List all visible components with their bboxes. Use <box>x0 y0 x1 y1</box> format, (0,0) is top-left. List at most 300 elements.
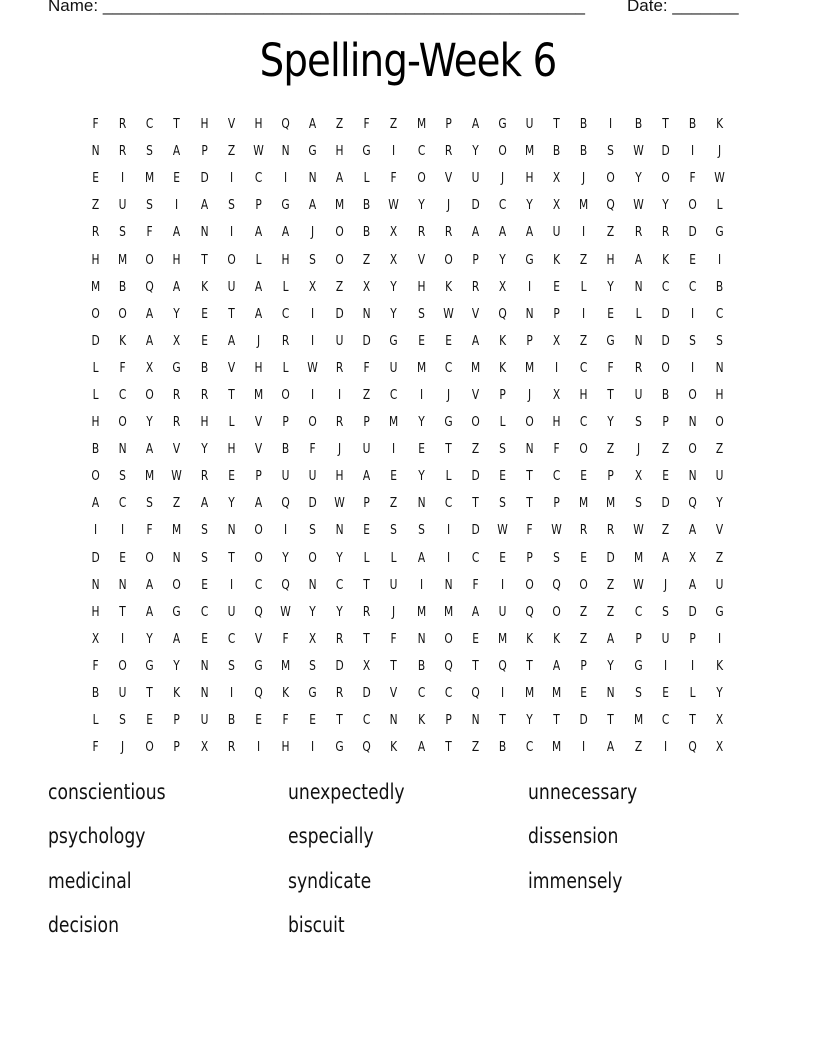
grid-letter[interactable]: T <box>146 686 154 702</box>
grid-letter[interactable]: Q <box>606 198 616 214</box>
grid-letter[interactable]: U <box>552 225 561 241</box>
grid-letter[interactable]: A <box>471 117 479 133</box>
grid-letter[interactable]: I <box>283 171 288 187</box>
grid-letter[interactable]: W <box>442 306 454 322</box>
grid-letter[interactable]: B <box>227 713 235 729</box>
grid-letter[interactable]: C <box>254 171 263 187</box>
grid-letter[interactable]: P <box>444 117 452 133</box>
grid-letter[interactable]: B <box>91 686 100 702</box>
grid-letter[interactable]: A <box>254 225 262 241</box>
grid-letter[interactable]: V <box>227 360 235 376</box>
grid-letter[interactable]: M <box>253 387 263 403</box>
grid-letter[interactable]: Z <box>607 225 615 241</box>
grid-letter[interactable]: C <box>715 306 724 322</box>
grid-letter[interactable]: R <box>335 631 344 647</box>
grid-letter[interactable]: A <box>146 577 154 593</box>
grid-letter[interactable]: I <box>419 577 423 593</box>
grid-letter[interactable]: P <box>282 415 289 431</box>
grid-letter[interactable]: E <box>499 469 506 485</box>
grid-letter[interactable]: J <box>392 604 396 620</box>
grid-letter[interactable]: Y <box>227 496 235 512</box>
grid-letter[interactable]: F <box>363 360 370 376</box>
grid-letter[interactable]: B <box>200 360 208 376</box>
grid-letter[interactable]: X <box>553 171 561 187</box>
grid-letter[interactable]: S <box>309 658 316 674</box>
grid-letter[interactable]: G <box>362 144 371 160</box>
grid-letter[interactable]: Z <box>607 577 615 593</box>
grid-letter[interactable]: N <box>308 577 317 593</box>
grid-letter[interactable]: E <box>553 279 561 295</box>
grid-letter[interactable]: M <box>552 686 562 702</box>
grid-letter[interactable]: T <box>499 713 506 729</box>
grid-letter[interactable]: G <box>715 604 724 620</box>
grid-letter[interactable]: S <box>607 144 615 160</box>
grid-letter[interactable]: G <box>254 658 263 674</box>
grid-letter[interactable]: Q <box>443 658 453 674</box>
grid-letter[interactable]: F <box>607 360 614 376</box>
grid-letter[interactable]: R <box>580 523 588 539</box>
grid-letter[interactable]: M <box>416 604 426 620</box>
grid-letter[interactable]: L <box>689 686 696 702</box>
grid-letter[interactable]: A <box>146 333 154 349</box>
grid-letter[interactable]: E <box>92 171 99 187</box>
grid-letter[interactable]: R <box>444 144 452 160</box>
grid-letter[interactable]: D <box>335 306 344 322</box>
grid-letter[interactable]: E <box>688 252 696 268</box>
grid-letter[interactable]: U <box>390 360 398 376</box>
grid-letter[interactable]: Z <box>336 117 344 133</box>
grid-letter[interactable]: N <box>688 469 697 485</box>
grid-letter[interactable]: Z <box>471 442 479 458</box>
grid-letter[interactable]: E <box>119 550 127 566</box>
grid-letter[interactable]: Y <box>146 415 154 431</box>
grid-letter[interactable]: U <box>362 442 371 458</box>
grid-letter[interactable]: J <box>582 171 586 187</box>
grid-letter[interactable]: X <box>363 658 371 674</box>
grid-letter[interactable]: Q <box>254 604 263 620</box>
grid-letter[interactable]: Y <box>607 658 615 674</box>
grid-letter[interactable]: S <box>634 496 642 512</box>
grid-letter[interactable]: V <box>471 387 479 403</box>
grid-letter[interactable]: S <box>227 198 235 214</box>
grid-letter[interactable]: M <box>90 279 101 295</box>
grid-letter[interactable]: P <box>526 550 533 566</box>
grid-letter[interactable]: I <box>717 631 722 647</box>
grid-letter[interactable]: T <box>363 631 371 647</box>
grid-letter[interactable]: A <box>688 523 696 539</box>
grid-letter[interactable]: O <box>498 144 507 160</box>
grid-letter[interactable]: T <box>173 117 181 133</box>
grid-letter[interactable]: C <box>363 713 371 729</box>
grid-letter[interactable]: R <box>335 360 344 376</box>
grid-letter[interactable]: F <box>309 442 316 458</box>
grid-letter[interactable]: P <box>173 740 181 756</box>
grid-letter[interactable]: F <box>282 631 289 647</box>
grid-letter[interactable]: I <box>500 577 505 593</box>
grid-letter[interactable]: C <box>525 740 534 756</box>
grid-letter[interactable]: O <box>660 360 670 376</box>
grid-letter[interactable]: B <box>580 117 588 133</box>
grid-letter[interactable]: Y <box>336 550 343 566</box>
grid-letter[interactable]: L <box>92 713 99 729</box>
grid-letter[interactable]: S <box>661 604 669 620</box>
grid-letter[interactable]: C <box>444 686 452 702</box>
grid-letter[interactable]: D <box>471 198 480 214</box>
grid-letter[interactable]: X <box>498 279 507 295</box>
grid-letter[interactable]: R <box>634 360 642 376</box>
grid-letter[interactable]: O <box>172 577 182 593</box>
grid-letter[interactable]: O <box>579 577 589 593</box>
grid-letter[interactable]: O <box>308 415 317 431</box>
grid-letter[interactable]: A <box>146 442 154 458</box>
grid-letter[interactable]: R <box>661 225 669 241</box>
grid-letter[interactable]: W <box>171 469 183 485</box>
grid-letter[interactable]: Y <box>146 631 154 647</box>
grid-letter[interactable]: M <box>633 713 643 729</box>
grid-letter[interactable]: U <box>390 577 398 593</box>
grid-letter[interactable]: O <box>145 252 155 268</box>
grid-letter[interactable]: Q <box>498 658 507 674</box>
grid-letter[interactable]: O <box>118 658 127 674</box>
grid-letter[interactable]: N <box>172 550 181 566</box>
grid-letter[interactable]: P <box>173 713 181 729</box>
grid-letter[interactable]: O <box>145 550 155 566</box>
grid-letter[interactable]: E <box>417 333 425 349</box>
grid-letter[interactable]: T <box>227 387 235 403</box>
grid-letter[interactable]: Q <box>281 496 290 512</box>
grid-letter[interactable]: Z <box>634 740 642 756</box>
grid-letter[interactable]: R <box>227 740 235 756</box>
grid-letter[interactable]: N <box>417 496 426 512</box>
grid-letter[interactable]: G <box>335 740 344 756</box>
grid-letter[interactable]: N <box>118 577 127 593</box>
grid-letter[interactable]: A <box>173 144 181 160</box>
grid-letter[interactable]: L <box>635 306 642 322</box>
grid-letter[interactable]: Z <box>336 279 344 295</box>
grid-letter[interactable]: R <box>335 415 344 431</box>
grid-letter[interactable]: A <box>227 333 235 349</box>
grid-letter[interactable]: X <box>553 198 561 214</box>
grid-letter[interactable]: S <box>688 333 696 349</box>
grid-letter[interactable]: Z <box>91 198 100 214</box>
grid-letter[interactable]: D <box>661 333 670 349</box>
grid-letter[interactable]: X <box>91 631 100 647</box>
grid-letter[interactable]: Y <box>526 198 533 214</box>
grid-letter[interactable]: L <box>228 415 235 431</box>
grid-letter[interactable]: I <box>690 306 694 322</box>
grid-letter[interactable]: A <box>688 577 696 593</box>
grid-letter[interactable]: A <box>471 333 479 349</box>
grid-letter[interactable]: O <box>715 415 724 431</box>
grid-letter[interactable]: I <box>175 198 179 214</box>
grid-letter[interactable]: U <box>634 387 642 403</box>
grid-letter[interactable]: M <box>524 686 535 702</box>
grid-letter[interactable]: P <box>553 306 560 322</box>
grid-letter[interactable]: F <box>390 631 397 647</box>
grid-letter[interactable]: B <box>363 198 371 214</box>
grid-letter[interactable]: W <box>497 523 508 539</box>
grid-letter[interactable]: F <box>92 658 99 674</box>
grid-letter[interactable]: E <box>444 333 452 349</box>
grid-letter[interactable]: I <box>229 686 233 702</box>
grid-letter[interactable]: F <box>146 225 153 241</box>
grid-letter[interactable]: C <box>661 713 669 729</box>
grid-letter[interactable]: O <box>688 442 697 458</box>
grid-letter[interactable]: A <box>471 225 479 241</box>
grid-letter[interactable]: R <box>200 387 208 403</box>
grid-letter[interactable]: U <box>281 469 290 485</box>
grid-letter[interactable]: C <box>417 144 425 160</box>
grid-letter[interactable]: R <box>634 225 642 241</box>
grid-letter[interactable]: T <box>472 496 479 512</box>
grid-letter[interactable]: P <box>580 658 588 674</box>
grid-letter[interactable]: O <box>254 550 263 566</box>
grid-letter[interactable]: S <box>553 550 561 566</box>
grid-letter[interactable]: F <box>553 442 560 458</box>
grid-letter[interactable]: A <box>200 496 208 512</box>
grid-letter[interactable]: B <box>688 117 696 133</box>
grid-letter[interactable]: T <box>526 496 533 512</box>
grid-letter[interactable]: D <box>91 333 100 349</box>
grid-letter[interactable]: M <box>633 550 643 566</box>
grid-letter[interactable]: P <box>363 496 371 512</box>
grid-letter[interactable]: G <box>281 198 290 214</box>
grid-letter[interactable]: F <box>282 713 289 729</box>
grid-letter[interactable]: A <box>417 550 425 566</box>
date-blank[interactable]: _______ <box>672 0 739 15</box>
grid-letter[interactable]: X <box>688 550 696 566</box>
grid-letter[interactable]: P <box>553 496 560 512</box>
grid-letter[interactable]: H <box>172 252 181 268</box>
grid-letter[interactable]: B <box>119 279 127 295</box>
grid-letter[interactable]: L <box>363 171 370 187</box>
grid-letter[interactable]: Q <box>471 686 480 702</box>
grid-letter[interactable]: H <box>200 415 209 431</box>
grid-letter[interactable]: A <box>363 469 371 485</box>
grid-letter[interactable]: U <box>715 577 724 593</box>
grid-letter[interactable]: W <box>714 171 725 187</box>
grid-letter[interactable]: A <box>498 225 507 241</box>
grid-letter[interactable]: Q <box>281 577 290 593</box>
grid-letter[interactable]: N <box>417 631 426 647</box>
grid-letter[interactable]: Q <box>254 686 263 702</box>
grid-letter[interactable]: K <box>390 740 398 756</box>
grid-letter[interactable]: V <box>444 171 452 187</box>
grid-letter[interactable]: I <box>392 442 396 458</box>
grid-letter[interactable]: G <box>633 658 643 674</box>
grid-letter[interactable]: N <box>200 658 209 674</box>
grid-letter[interactable]: W <box>280 604 291 620</box>
grid-letter[interactable]: L <box>282 279 289 295</box>
grid-letter[interactable]: W <box>632 523 644 539</box>
grid-letter[interactable]: H <box>715 387 724 403</box>
grid-letter[interactable]: O <box>606 171 616 187</box>
grid-letter[interactable]: S <box>499 496 506 512</box>
grid-letter[interactable]: N <box>715 360 724 376</box>
grid-letter[interactable]: Z <box>715 550 724 566</box>
grid-letter[interactable]: L <box>390 550 397 566</box>
grid-letter[interactable]: D <box>362 686 371 702</box>
grid-letter[interactable]: D <box>661 306 670 322</box>
name-blank[interactable]: ___________________________________________________ <box>102 0 585 15</box>
grid-letter[interactable]: T <box>526 469 533 485</box>
grid-letter[interactable]: S <box>227 658 235 674</box>
grid-letter[interactable]: S <box>119 469 127 485</box>
grid-letter[interactable]: I <box>229 171 233 187</box>
grid-letter[interactable]: H <box>335 144 344 160</box>
grid-letter[interactable]: E <box>363 523 371 539</box>
grid-letter[interactable]: I <box>555 360 559 376</box>
grid-letter[interactable]: W <box>334 496 345 512</box>
grid-letter[interactable]: M <box>579 496 589 512</box>
grid-letter[interactable]: L <box>445 469 452 485</box>
grid-letter[interactable]: I <box>582 306 586 322</box>
grid-letter[interactable]: G <box>389 333 399 349</box>
grid-letter[interactable]: A <box>146 306 154 322</box>
grid-letter[interactable]: O <box>579 442 589 458</box>
grid-letter[interactable]: K <box>417 713 425 729</box>
grid-letter[interactable]: I <box>609 117 613 133</box>
grid-letter[interactable]: O <box>416 171 426 187</box>
grid-letter[interactable]: Z <box>580 252 588 268</box>
grid-letter[interactable]: L <box>363 550 370 566</box>
grid-letter[interactable]: G <box>606 333 616 349</box>
grid-letter[interactable]: C <box>661 279 669 295</box>
grid-letter[interactable]: U <box>227 279 236 295</box>
grid-letter[interactable]: U <box>335 333 344 349</box>
grid-letter[interactable]: L <box>716 198 723 214</box>
grid-letter[interactable]: A <box>173 279 181 295</box>
grid-letter[interactable]: M <box>145 171 155 187</box>
grid-letter[interactable]: H <box>606 252 615 268</box>
grid-letter[interactable]: F <box>92 740 99 756</box>
grid-letter[interactable]: I <box>121 523 125 539</box>
grid-letter[interactable]: O <box>335 252 344 268</box>
grid-letter[interactable]: Z <box>173 496 181 512</box>
grid-letter[interactable]: I <box>338 387 342 403</box>
grid-letter[interactable]: H <box>91 604 100 620</box>
grid-letter[interactable]: F <box>472 577 479 593</box>
grid-letter[interactable]: U <box>471 171 480 187</box>
grid-letter[interactable]: S <box>146 198 154 214</box>
grid-letter[interactable]: T <box>200 252 208 268</box>
grid-letter[interactable]: T <box>444 740 452 756</box>
grid-letter[interactable]: I <box>527 279 532 295</box>
grid-letter[interactable]: H <box>417 279 426 295</box>
grid-letter[interactable]: X <box>308 279 317 295</box>
grid-letter[interactable]: I <box>121 171 125 187</box>
grid-letter[interactable]: W <box>632 577 644 593</box>
grid-letter[interactable]: P <box>472 252 479 268</box>
grid-letter[interactable]: C <box>580 360 588 376</box>
grid-letter[interactable]: M <box>497 631 508 647</box>
grid-letter[interactable]: I <box>690 360 694 376</box>
grid-letter[interactable]: O <box>118 306 127 322</box>
grid-letter[interactable]: C <box>227 631 235 647</box>
grid-letter[interactable]: Y <box>472 144 479 160</box>
grid-letter[interactable]: P <box>661 415 669 431</box>
grid-letter[interactable]: I <box>229 577 233 593</box>
grid-letter[interactable]: P <box>526 333 533 349</box>
grid-letter[interactable]: Y <box>417 415 425 431</box>
grid-letter[interactable]: O <box>443 631 453 647</box>
grid-letter[interactable]: A <box>91 496 100 512</box>
grid-letter[interactable]: Z <box>390 117 398 133</box>
grid-letter[interactable]: T <box>607 713 615 729</box>
grid-letter[interactable]: F <box>146 523 153 539</box>
grid-letter[interactable]: V <box>254 415 262 431</box>
grid-letter[interactable]: E <box>200 577 208 593</box>
grid-letter[interactable]: O <box>145 387 155 403</box>
grid-letter[interactable]: K <box>498 333 506 349</box>
grid-letter[interactable]: B <box>715 279 724 295</box>
grid-letter[interactable]: O <box>91 469 100 485</box>
grid-letter[interactable]: T <box>553 713 560 729</box>
grid-letter[interactable]: R <box>118 144 127 160</box>
grid-letter[interactable]: B <box>498 740 507 756</box>
grid-letter[interactable]: R <box>444 225 452 241</box>
grid-letter[interactable]: P <box>689 631 696 647</box>
grid-letter[interactable]: Q <box>281 117 290 133</box>
grid-letter[interactable]: A <box>254 496 262 512</box>
grid-letter[interactable]: J <box>446 387 450 403</box>
grid-letter[interactable]: W <box>632 144 644 160</box>
grid-letter[interactable]: G <box>308 144 317 160</box>
grid-letter[interactable]: P <box>499 387 506 403</box>
grid-letter[interactable]: M <box>172 523 182 539</box>
grid-letter[interactable]: E <box>146 713 154 729</box>
grid-letter[interactable]: D <box>91 550 100 566</box>
grid-letter[interactable]: Y <box>390 306 398 322</box>
grid-letter[interactable]: B <box>661 387 669 403</box>
grid-letter[interactable]: I <box>310 387 315 403</box>
grid-letter[interactable]: L <box>580 279 587 295</box>
grid-letter[interactable]: J <box>310 225 315 241</box>
grid-letter[interactable]: M <box>389 415 399 431</box>
grid-letter[interactable]: E <box>417 442 425 458</box>
grid-letter[interactable]: Z <box>607 604 615 620</box>
grid-letter[interactable]: S <box>146 144 154 160</box>
grid-letter[interactable]: Y <box>634 171 642 187</box>
grid-letter[interactable]: H <box>335 469 344 485</box>
grid-letter[interactable]: V <box>390 686 398 702</box>
grid-letter[interactable]: G <box>498 117 507 133</box>
grid-letter[interactable]: E <box>471 631 479 647</box>
grid-letter[interactable]: J <box>256 333 260 349</box>
grid-letter[interactable]: C <box>200 604 208 620</box>
grid-letter[interactable]: H <box>525 171 534 187</box>
grid-letter[interactable]: O <box>471 415 480 431</box>
grid-letter[interactable]: Z <box>471 740 479 756</box>
grid-letter[interactable]: D <box>688 225 697 241</box>
grid-letter[interactable]: W <box>388 198 400 214</box>
grid-letter[interactable]: G <box>172 360 182 376</box>
grid-letter[interactable]: S <box>716 333 723 349</box>
grid-letter[interactable]: Y <box>716 496 723 512</box>
grid-letter[interactable]: H <box>254 117 263 133</box>
grid-letter[interactable]: O <box>226 252 236 268</box>
grid-letter[interactable]: W <box>632 198 644 214</box>
grid-letter[interactable]: X <box>390 225 398 241</box>
grid-letter[interactable]: I <box>690 658 694 674</box>
grid-letter[interactable]: M <box>335 198 345 214</box>
grid-letter[interactable]: Q <box>552 577 561 593</box>
grid-letter[interactable]: J <box>527 387 532 403</box>
grid-letter[interactable]: K <box>200 279 208 295</box>
grid-letter[interactable]: D <box>579 713 588 729</box>
grid-letter[interactable]: A <box>525 225 534 241</box>
grid-letter[interactable]: I <box>690 144 694 160</box>
